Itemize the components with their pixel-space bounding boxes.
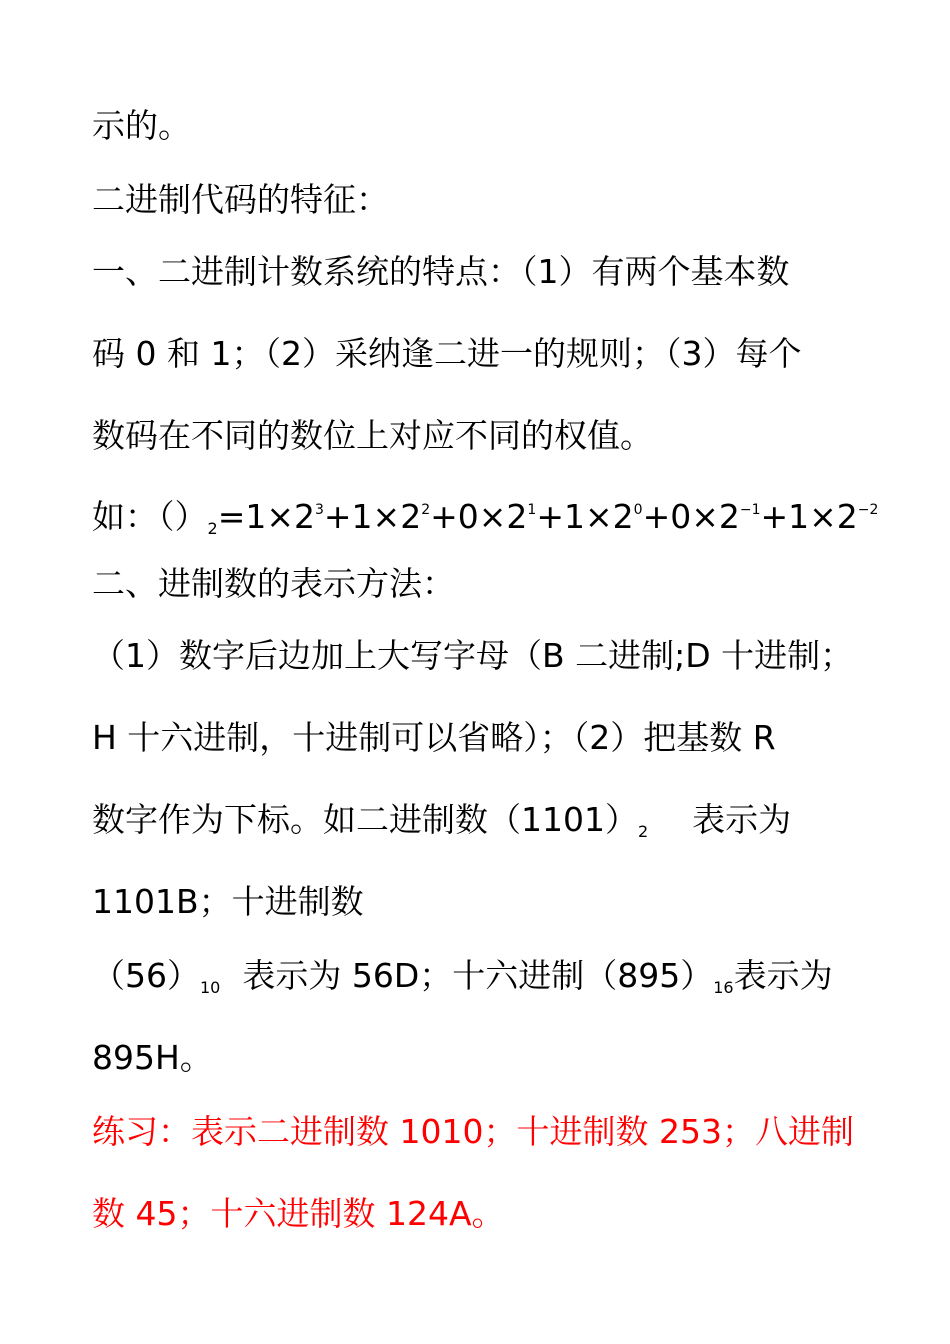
- text-line-8: （1）数字后边加上大写字母（B 二进制;D 十进制；: [92, 636, 854, 675]
- formula-base-subscript: 2: [207, 519, 218, 538]
- heading-representation: 二、进制数的表示方法：: [92, 564, 455, 603]
- formula-term-3: +0×2: [430, 497, 528, 536]
- formula-term-4: +1×2: [536, 497, 634, 536]
- formula-exponent-3: 1: [527, 502, 537, 518]
- text-line-12: [92, 956, 932, 1008]
- formula-term-2: +1×2: [323, 497, 422, 536]
- formula-prefix: 如：（）: [92, 497, 208, 536]
- example2-text-c: 表示为: [733, 956, 833, 995]
- text-line-4: 码 0 和 1；（2）采纳逢二进一的规则；（3）每个: [92, 334, 802, 373]
- formula-exponent-1: 3: [314, 502, 324, 518]
- example2-subscript-16: 16: [713, 978, 734, 997]
- text-line-3: 一、二进制计数系统的特点：（1）有两个基本数: [92, 252, 790, 291]
- text-line-5: 数码在不同的数位上对应不同的权值。: [92, 416, 653, 455]
- formula-term-1: =1×2: [217, 497, 315, 536]
- formula-exponent-2: 2: [421, 502, 431, 518]
- text-line-13: 895H。: [92, 1038, 213, 1077]
- formula-exponent-5: −1: [739, 502, 761, 518]
- formula-exponent-4: 0: [633, 502, 643, 518]
- text-line-10: [92, 800, 932, 852]
- text-line-9: H 十六进制，十进制可以省略）；（2）把基数 R: [92, 718, 776, 757]
- text-line-1: 示的。: [92, 106, 191, 145]
- formula-term-6: +1×2: [760, 497, 858, 536]
- formula-exponent-6: −2: [857, 502, 879, 518]
- example2-text-b: 表示为 56D；十六进制（895）: [242, 956, 714, 995]
- example2-subscript-10: 10: [200, 978, 221, 997]
- heading-binary-features: 二进制代码的特征：: [92, 180, 389, 219]
- exercise-line-1: 练习：表示二进制数 1010；十进制数 253；八进制: [92, 1112, 854, 1151]
- example-subscript: 2: [637, 822, 649, 841]
- text-line-11: 1101B；十进制数: [92, 882, 364, 921]
- formula-line: [92, 490, 932, 549]
- example-text-a: 数字作为下标。如二进制数（1101）: [92, 800, 638, 839]
- example2-text-a: （56）: [92, 956, 200, 995]
- example-text-b: 表示为: [692, 800, 792, 839]
- exercise-line-2: 数 45；十六进制数 124A。: [92, 1194, 505, 1233]
- formula-term-5: +0×2: [642, 497, 740, 536]
